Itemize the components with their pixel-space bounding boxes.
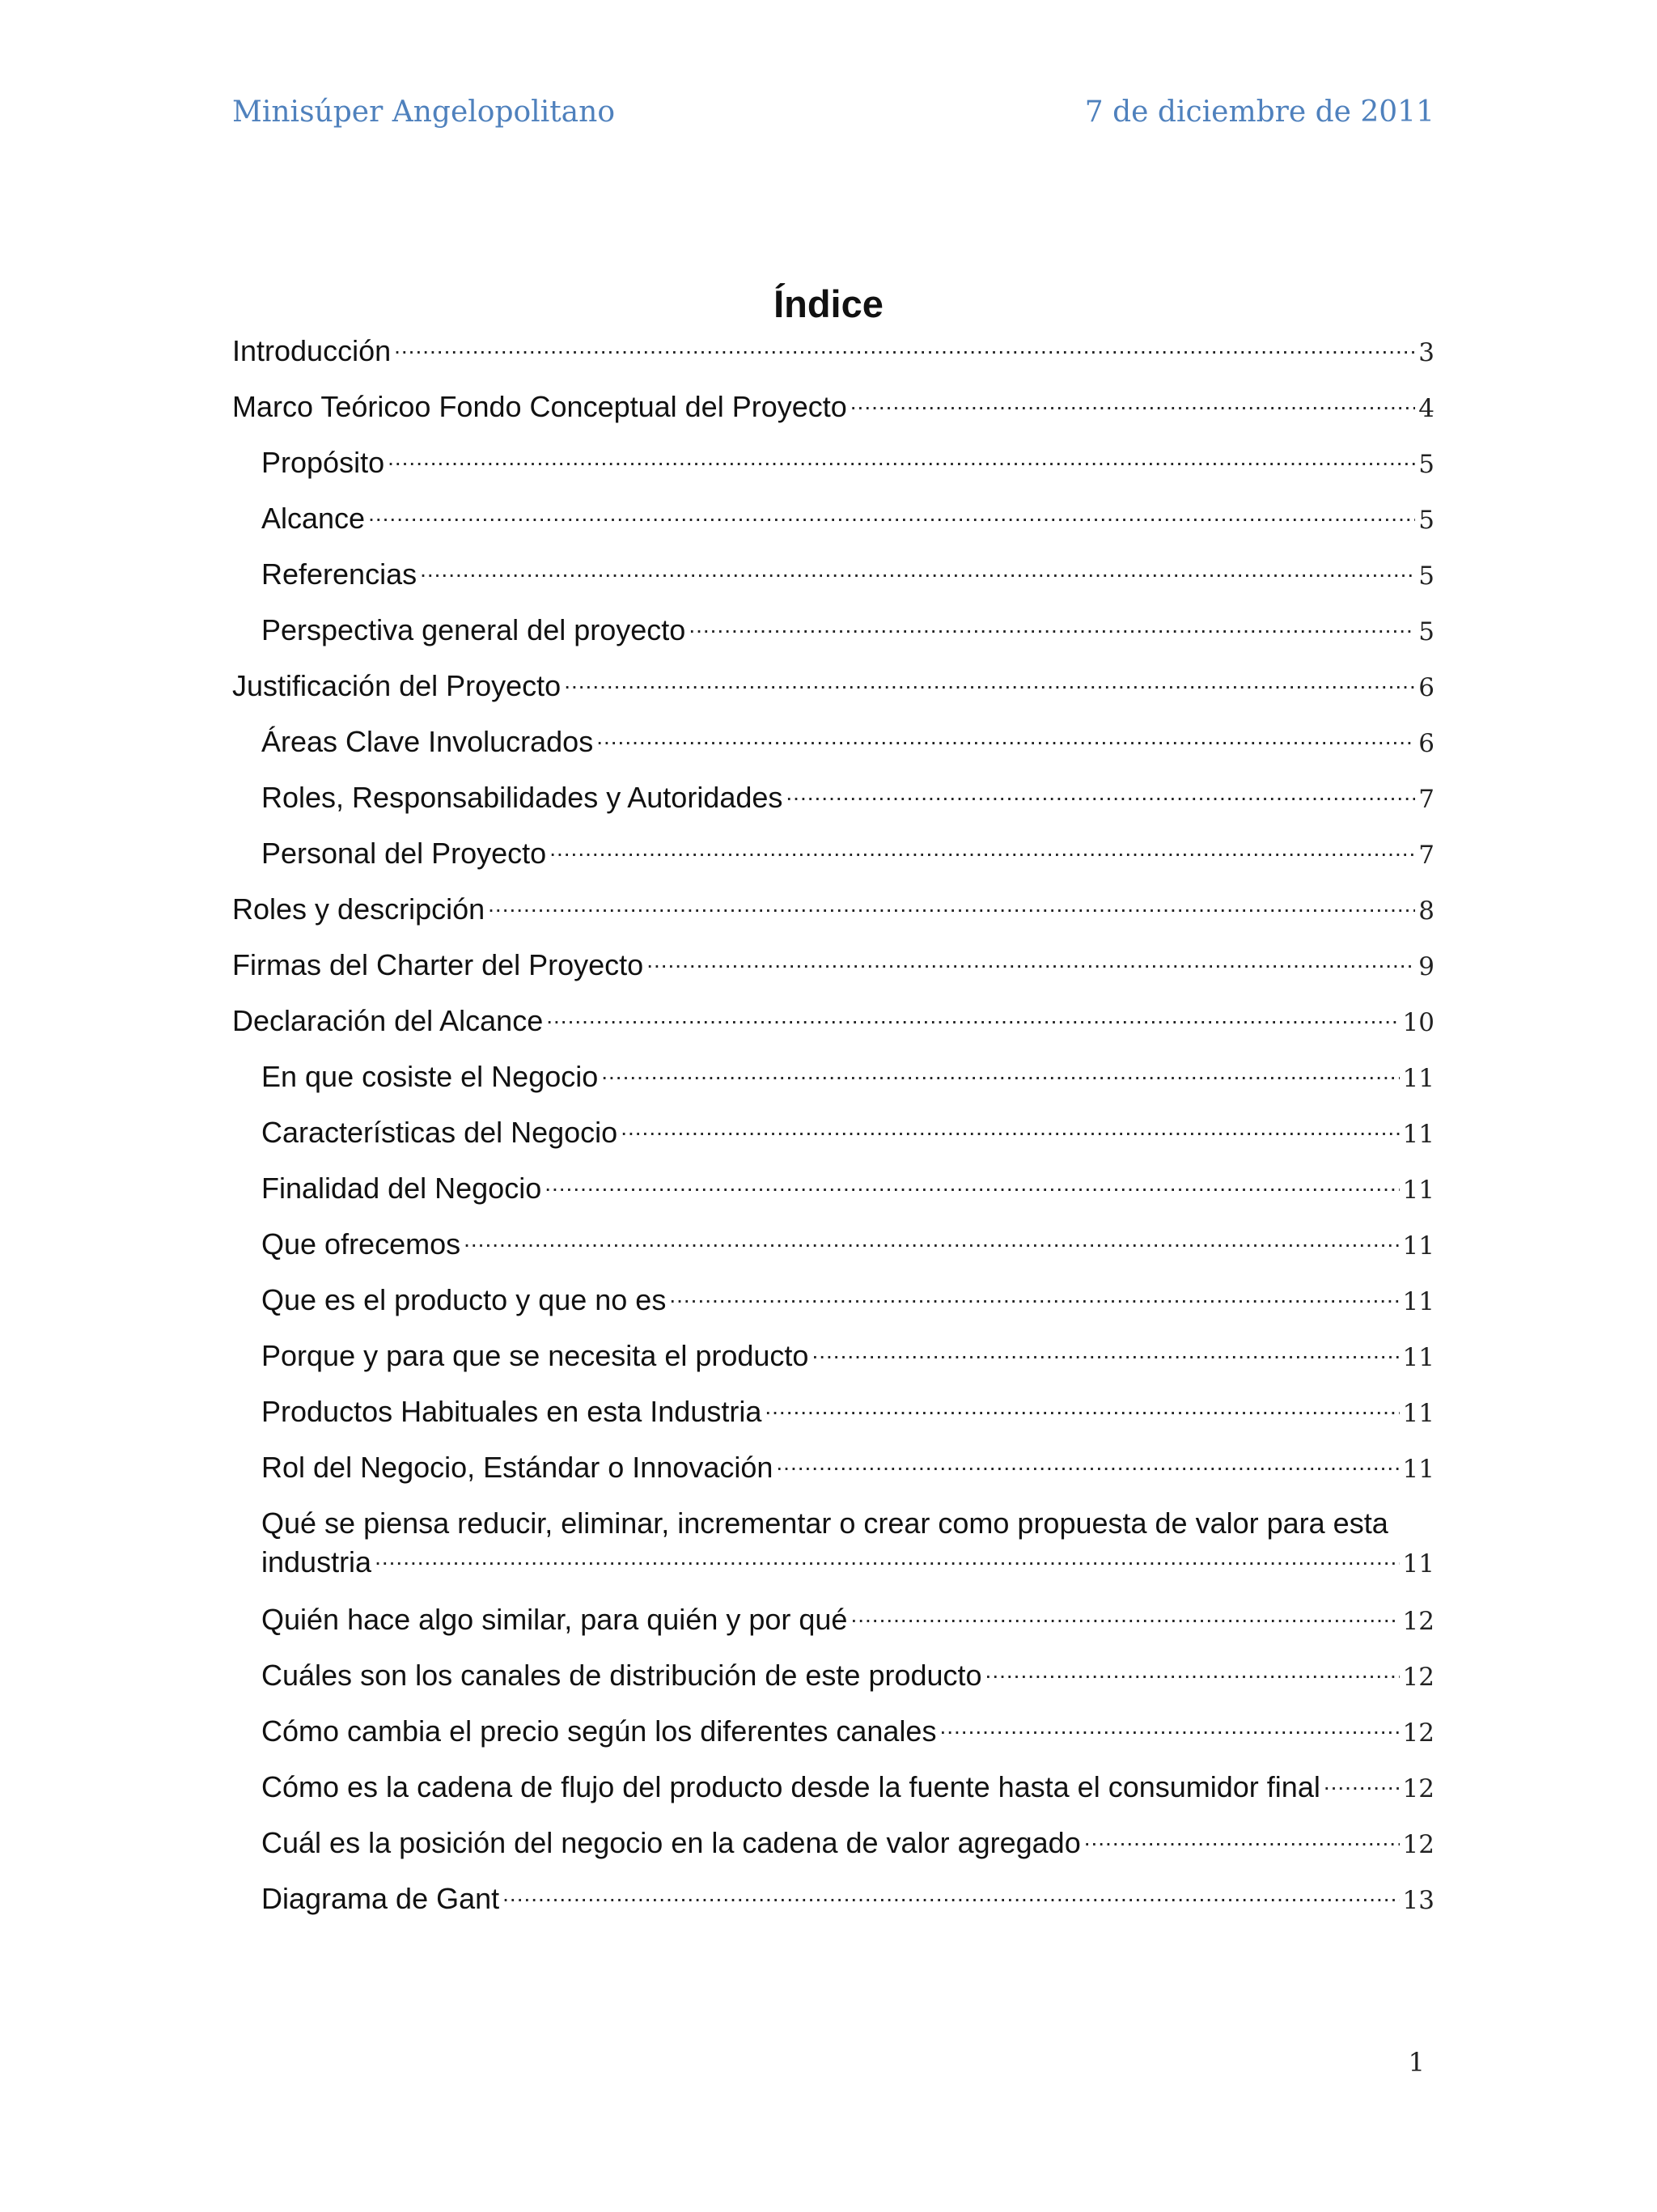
toc-leader-dots bbox=[812, 1337, 1399, 1366]
toc-entry[interactable] bbox=[232, 499, 1435, 538]
toc-entry-text[interactable]: En que cosiste el Negocio bbox=[261, 1060, 599, 1093]
toc-page-number: 5 bbox=[1418, 450, 1435, 479]
toc-entry[interactable] bbox=[232, 1002, 1435, 1040]
toc-leader-dots bbox=[545, 1169, 1399, 1198]
toc-leader-dots bbox=[765, 1392, 1399, 1422]
toc-page-number: 13 bbox=[1402, 1886, 1435, 1915]
toc-leader-dots bbox=[1324, 1768, 1400, 1797]
toc-entry-text[interactable]: Personal del Proyecto bbox=[261, 837, 547, 870]
toc-entry-text[interactable]: Productos Habituales en esta Industria bbox=[261, 1395, 762, 1428]
toc-leader-dots bbox=[776, 1448, 1399, 1477]
toc-page-number: 7 bbox=[1418, 841, 1435, 870]
toc-entry[interactable] bbox=[232, 1879, 1435, 1918]
toc-leader-dots bbox=[394, 332, 1415, 361]
toc-entry-text[interactable]: Que ofrecemos bbox=[261, 1227, 461, 1261]
toc-page-number: 5 bbox=[1418, 561, 1435, 591]
toc-entry-text[interactable]: Diagrama de Gant bbox=[261, 1882, 500, 1915]
toc-leader-dots bbox=[985, 1656, 1400, 1685]
toc-entry-text[interactable]: Cuáles son los canales de distribución de este producto bbox=[261, 1659, 982, 1692]
toc-entry[interactable] bbox=[232, 1448, 1435, 1487]
toc-entry[interactable] bbox=[232, 1600, 1435, 1639]
header-date: 7 de diciembre de 2011 bbox=[1084, 95, 1435, 129]
toc-entry-text[interactable]: Cuál es la posición del negocio en la cadena de valor agregado bbox=[261, 1826, 1081, 1859]
toc-entry-text-line1[interactable]: Qué se piensa reducir, eliminar, incrementar o crear como propuesta de valor para esta bbox=[261, 1506, 1388, 1540]
toc-entry-text[interactable]: Firmas del Charter del Proyecto bbox=[232, 948, 644, 981]
toc-entry-text[interactable]: Rol del Negocio, Estándar o Innovación bbox=[261, 1451, 773, 1484]
toc-entry[interactable] bbox=[232, 332, 1435, 371]
toc-entry-text[interactable]: Referencias bbox=[261, 557, 417, 591]
toc-entry[interactable] bbox=[232, 890, 1435, 929]
toc-entry[interactable] bbox=[232, 1504, 1435, 1583]
toc-page-number: 11 bbox=[1402, 1549, 1435, 1578]
toc-entry-text[interactable]: Justificación del Proyecto bbox=[232, 669, 562, 702]
toc-page-number: 12 bbox=[1402, 1830, 1435, 1859]
toc-leader-dots bbox=[488, 890, 1415, 919]
toc-entry-text[interactable]: Declaración del Alcance bbox=[232, 1004, 544, 1037]
toc-entry[interactable] bbox=[232, 555, 1435, 594]
toc-leader-dots bbox=[939, 1712, 1399, 1741]
toc-entry[interactable] bbox=[232, 443, 1435, 482]
toc-page-number: 11 bbox=[1402, 1399, 1435, 1428]
toc-page-number: 5 bbox=[1418, 506, 1435, 535]
footer-page-number: 1 bbox=[1408, 2047, 1425, 2078]
toc-page-number: 12 bbox=[1402, 1774, 1435, 1803]
toc-page-number: 11 bbox=[1402, 1231, 1435, 1261]
toc-page-number: 3 bbox=[1418, 338, 1435, 367]
toc-leader-dots bbox=[420, 555, 1415, 584]
toc-entry[interactable] bbox=[232, 1768, 1435, 1807]
toc-page-number: 12 bbox=[1402, 1607, 1435, 1636]
toc-page-number: 9 bbox=[1418, 952, 1435, 981]
toc-entry-text[interactable]: Propósito bbox=[261, 446, 385, 479]
toc-entry[interactable] bbox=[232, 1169, 1435, 1208]
toc-leader-dots bbox=[850, 1600, 1399, 1629]
toc-entry[interactable] bbox=[232, 778, 1435, 817]
toc-leader-dots bbox=[464, 1225, 1399, 1254]
toc-leader-dots bbox=[689, 611, 1415, 640]
toc-entry-text[interactable]: Características del Negocio bbox=[261, 1116, 618, 1149]
toc-page-number: 12 bbox=[1402, 1718, 1435, 1748]
toc-entry[interactable] bbox=[232, 388, 1435, 426]
toc-leader-dots bbox=[596, 723, 1415, 752]
toc-entry-text[interactable]: Marco Teóricoo Fondo Conceptual del Proyecto bbox=[232, 390, 847, 423]
toc-entry-text[interactable]: Que es el producto y que no es bbox=[261, 1283, 667, 1316]
toc-page-number: 5 bbox=[1418, 617, 1435, 646]
toc-title: Índice bbox=[773, 282, 884, 325]
toc-entry[interactable] bbox=[232, 1337, 1435, 1375]
toc-entry-text[interactable]: Perspectiva general del proyecto bbox=[261, 613, 686, 646]
toc-entry-text[interactable]: Roles, Responsabilidades y Autoridades bbox=[261, 781, 783, 814]
toc-entry[interactable] bbox=[232, 1392, 1435, 1431]
toc-entry[interactable] bbox=[232, 946, 1435, 985]
toc-leader-dots bbox=[1084, 1824, 1400, 1853]
toc-entry-text[interactable]: Alcance bbox=[261, 502, 366, 535]
toc-entry[interactable] bbox=[232, 1057, 1435, 1096]
toc-page-number: 6 bbox=[1418, 673, 1435, 702]
toc-leader-dots bbox=[549, 834, 1415, 863]
toc-entry-text[interactable]: Finalidad del Negocio bbox=[261, 1172, 542, 1205]
toc-entry[interactable] bbox=[232, 611, 1435, 650]
toc-leader-dots bbox=[368, 499, 1415, 528]
toc-entry[interactable] bbox=[232, 1281, 1435, 1320]
toc-entry-text[interactable]: Quién hace algo similar, para quién y por qué bbox=[261, 1603, 848, 1636]
toc-entry-text[interactable]: Cómo cambia el precio según los diferentes canales bbox=[261, 1714, 937, 1748]
toc-leader-dots bbox=[646, 946, 1415, 975]
toc-entry-text[interactable]: Cómo es la cadena de flujo del producto desde la fuente hasta el consumidor final bbox=[261, 1770, 1320, 1803]
toc-leader-dots bbox=[669, 1281, 1399, 1310]
toc-entry[interactable] bbox=[232, 667, 1435, 706]
toc-entry[interactable] bbox=[232, 1656, 1435, 1695]
toc-page-number: 7 bbox=[1418, 785, 1435, 814]
header-company-name: Minisúper Angelopolitano bbox=[232, 95, 615, 129]
toc-page-number: 8 bbox=[1418, 896, 1435, 926]
toc-page-number: 11 bbox=[1402, 1064, 1435, 1093]
toc-page-number: 11 bbox=[1402, 1455, 1435, 1484]
toc-entry-text-line2[interactable]: industria bbox=[261, 1545, 372, 1578]
toc-page-number: 11 bbox=[1402, 1343, 1435, 1372]
toc-entry-text[interactable]: Roles y descripción bbox=[232, 892, 485, 926]
toc-page-number: 4 bbox=[1418, 394, 1435, 423]
toc-entry[interactable] bbox=[232, 723, 1435, 761]
toc-entry-text[interactable]: Porque y para que se necesita el producto bbox=[261, 1339, 809, 1372]
running-header bbox=[232, 95, 1435, 129]
toc-leader-dots bbox=[564, 667, 1415, 696]
toc-entry[interactable] bbox=[232, 1712, 1435, 1751]
toc-page-number: 11 bbox=[1402, 1120, 1435, 1149]
toc-leader-dots bbox=[388, 443, 1415, 472]
toc-leader-dots bbox=[502, 1879, 1399, 1909]
toc-page-number: 6 bbox=[1418, 729, 1435, 758]
toc-entry[interactable] bbox=[232, 1824, 1435, 1862]
toc-page-number: 11 bbox=[1402, 1176, 1435, 1205]
toc-leader-dots bbox=[546, 1002, 1399, 1031]
toc-leader-dots bbox=[621, 1113, 1399, 1142]
toc-page-number: 10 bbox=[1402, 1008, 1435, 1037]
toc-leader-dots bbox=[786, 778, 1415, 807]
toc-entry[interactable] bbox=[232, 834, 1435, 873]
toc-leader-dots bbox=[375, 1543, 1399, 1572]
toc-entry-text[interactable]: Introducción bbox=[232, 334, 392, 367]
toc-page-number: 12 bbox=[1402, 1663, 1435, 1692]
toc-leader-dots bbox=[850, 388, 1416, 417]
table-of-contents bbox=[232, 332, 1435, 1935]
toc-leader-dots bbox=[601, 1057, 1399, 1087]
toc-entry[interactable] bbox=[232, 1113, 1435, 1152]
toc-entry-text[interactable]: Áreas Clave Involucrados bbox=[261, 725, 594, 758]
toc-page-number: 11 bbox=[1402, 1287, 1435, 1316]
toc-entry[interactable] bbox=[232, 1225, 1435, 1264]
